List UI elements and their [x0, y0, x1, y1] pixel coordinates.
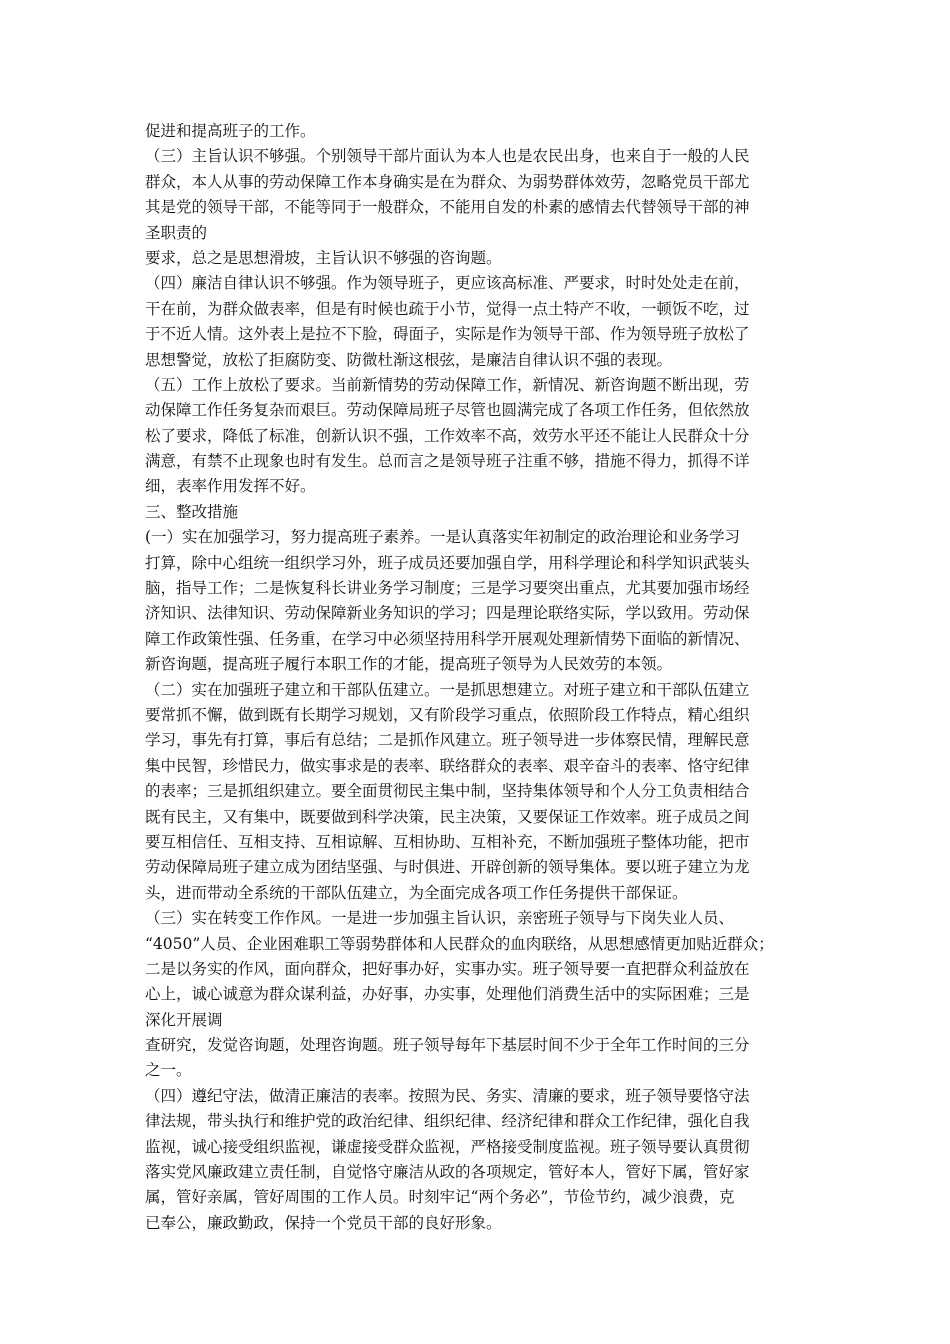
text-line: （二）实在加强班子建立和干部队伍建立。一是抓思想建立。对班子建立和干部队伍建立 [145, 680, 750, 699]
text-line: 监视，诚心接受组织监视，谦虚接受群众监视，严格接受制度监视。班子领导要认真贯彻 [145, 1137, 750, 1156]
text-line: 既有民主，又有集中，既要做到科学决策，民主决策，又要保证工作效率。班子成员之间 [145, 807, 750, 826]
text-line: 律法规，带头执行和维护党的政治纪律、组织纪律、经济纪律和群众工作纪律，强化自我 [145, 1112, 750, 1131]
text-line: 属，管好亲属，管好周围的工作人员。时刻牢记“两个务必”，节俭节约，减少浪费，克 [145, 1188, 735, 1207]
text-line: 打算，除中心组统一组织学习外，班子成员还要加强自学，用科学理论和科学知识武装头 [145, 553, 750, 572]
text-line: 干在前，为群众做表率，但是有时候也疏于小节，觉得一点土特产不收，一顿饭不吃，过 [145, 299, 750, 318]
text-line: 障工作政策性强、任务重，在学习中必须坚持用科学开展观处理新情势下面临的新情况、 [145, 629, 750, 648]
section-heading: 三、整改措施 [145, 502, 239, 521]
text-line: 圣职责的 [145, 223, 208, 242]
text-line: 之一。 [145, 1061, 192, 1080]
text-line: （三）主旨认识不够强。个别领导干部片面认为本人也是农民出身，也来自于一般的人民 [145, 147, 750, 166]
text-line: 动保障工作任务复杂而艰巨。劳动保障局班子尽管也圆满完成了各项工作任务，但依然放 [145, 401, 750, 420]
text-line: 松了要求，降低了标准，创新认识不强，工作效率不高，效劳水平还不能让人民群众十分 [145, 426, 750, 445]
text-line: 思想警觉，放松了拒腐防变、防微杜渐这根弦，是廉洁自律认识不强的表现。 [145, 350, 673, 369]
text-line: （四）廉洁自律认识不够强。作为领导班子，更应该高标准、严要求，时时处处走在前， [145, 274, 750, 293]
text-line: 济知识、法律知识、劳动保障新业务知识的学习；四是理论联络实际，学以致用。劳动保 [145, 604, 750, 623]
text-line: 头，进而带动全系统的干部队伍建立，为全面完成各项工作任务提供干部保证。 [145, 883, 688, 902]
text-line: 二是以务实的作风，面向群众，把好事办好，实事办实。班子领导要一直把群众利益放在 [145, 959, 750, 978]
text-line: 满意，有禁不止现象也时有发生。总而言之是领导班子注重不够，措施不得力，抓得不详 [145, 452, 750, 471]
text-line: 学习，事先有打算，事后有总结；二是抓作风建立。班子领导进一步体察民情，理解民意 [145, 731, 750, 750]
text-line: 心上，诚心诚意为群众谋利益，办好事，办实事，处理他们消费生活中的实际困难；三是 [145, 985, 750, 1004]
text-line: 劳动保障局班子建立成为团结坚强、与时俱进、开辟创新的领导集体。要以班子建立为龙 [145, 858, 750, 877]
text-line: 落实党风廉政建立责任制，自觉恪守廉洁从政的各项规定，管好本人，管好下属，管好家 [145, 1163, 750, 1182]
text-line: 深化开展调 [145, 1010, 223, 1029]
text-line: 要常抓不懈，做到既有长期学习规划，又有阶段学习重点，依照阶段工作特点，精心组织 [145, 705, 750, 724]
text-line: “4050”人员、企业困难职工等弱势群体和人民群众的血肉联络，从思想感情更加贴近群众； [145, 934, 774, 953]
text-line: 要互相信任、互相支持、互相谅解、互相协助、互相补充，不断加强班子整体功能，把市 [145, 832, 750, 851]
text-line: 其是党的领导干部，不能等同于一般群众，不能用自发的朴素的感情去代替领导干部的神 [145, 198, 750, 217]
text-line: 要求，总之是思想滑坡，主旨认识不够强的咨询题。 [145, 248, 502, 267]
text-line: 已奉公，廉政勤政，保持一个党员干部的良好形象。 [145, 1213, 502, 1232]
text-line: （五）工作上放松了要求。当前新情势的劳动保障工作，新情况、新咨询题不断出现，劳 [145, 375, 750, 394]
text-line: 群众，本人从事的劳动保障工作本身确实是在为群众、为弱势群体效劳，忽略党员干部尤 [145, 172, 750, 191]
text-line: （三）实在转变工作作风。一是进一步加强主旨认识，亲密班子领导与下岗失业人员、 [145, 909, 735, 928]
text-line: 新咨询题，提高班子履行本职工作的才能，提高班子领导为人民效劳的本领。 [145, 655, 673, 674]
text-line: 脑，指导工作；二是恢复科长讲业务学习制度；三是学习要突出重点，尤其要加强市场经 [145, 579, 750, 598]
text-line: 查研究，发觉咨询题，处理咨询题。班子领导每年下基层时间不少于全年工作时间的三分 [145, 1036, 750, 1055]
text-line: 于不近人情。这外表上是拉不下脸，碍面子，实际是作为领导干部、作为领导班子放松了 [145, 325, 750, 344]
text-line: (一）实在加强学习，努力提高班子素养。一是认真落实年初制定的政治理论和业务学习 [145, 528, 741, 547]
text-line: 的表率；三是抓组织建立。要全面贯彻民主集中制，坚持集体领导和个人分工负责相结合 [145, 782, 750, 801]
text-line: 细，表率作用发挥不好。 [145, 477, 316, 496]
text-line: （四）遵纪守法，做清正廉洁的表率。按照为民、务实、清廉的要求，班子领导要恪守法 [145, 1086, 750, 1105]
text-line: 促进和提高班子的工作。 [145, 122, 316, 140]
document-body [145, 119, 815, 1236]
text-line: 集中民智，珍惜民力，做实事求是的表率、联络群众的表率、艰辛奋斗的表率、恪守纪律 [145, 756, 750, 775]
